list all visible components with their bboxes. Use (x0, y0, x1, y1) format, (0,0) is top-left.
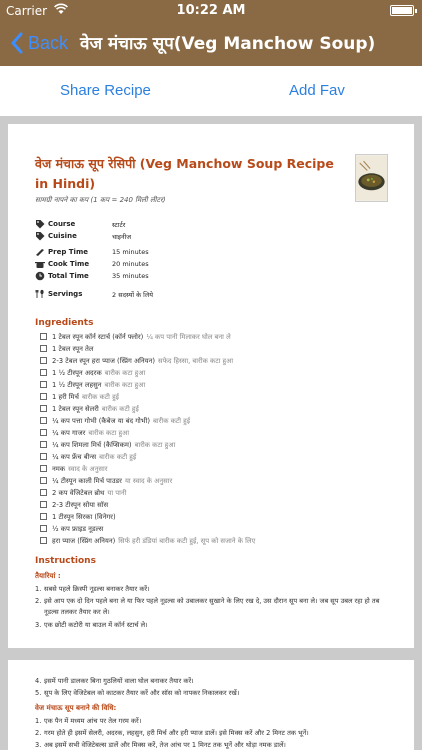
ingredient-item (40, 499, 108, 510)
ingredient-checkbox[interactable] (40, 465, 47, 472)
ingredient-note: ¼ कप पानी मिलाकर घोल बना ले (146, 333, 231, 341)
ingredient-note: या पानी (107, 489, 127, 497)
ingredient-note: स्वाद के अनुसार (68, 465, 108, 473)
meta-row (35, 270, 149, 282)
ingredient-item (40, 463, 108, 474)
ingredient-checkbox[interactable] (40, 333, 47, 340)
ingredient-item (40, 331, 231, 342)
ingredient-item (40, 535, 255, 546)
ingredient-text: 1 ½ टीस्पून अदरक (52, 369, 102, 377)
navigation-bar (0, 0, 422, 66)
ingredient-checkbox[interactable] (40, 537, 47, 544)
meta-key: Cook Time (48, 260, 90, 268)
knife-icon (35, 247, 45, 257)
ingredient-checkbox[interactable] (40, 405, 47, 412)
ingredients-heading: Ingredients (35, 318, 94, 328)
ingredient-note: बारीक कटा हुआ (104, 369, 146, 377)
ingredient-item (40, 415, 190, 426)
ingredient-text: हरा प्याज (स्प्रिंग अनियन) (52, 537, 116, 545)
prep-heading: तैयारियां : (35, 572, 61, 580)
measure-note: सामग्री नापने का कप (1 कप = 240 मिली लीटर) (35, 196, 166, 204)
ingredient-item (40, 451, 136, 462)
step-number: 2. (35, 729, 42, 737)
instruction-step (35, 596, 388, 618)
ingredient-checkbox[interactable] (40, 441, 47, 448)
meta-row (35, 246, 149, 258)
ingredient-checkbox[interactable] (40, 453, 47, 460)
meta-row (35, 218, 126, 230)
ingredient-checkbox[interactable] (40, 489, 47, 496)
action-bar (0, 66, 422, 116)
ingredient-item (40, 475, 172, 486)
ingredient-checkbox[interactable] (40, 429, 47, 436)
meta-value: 20 minutes (112, 260, 149, 268)
meta-key: Cuisine (48, 232, 77, 240)
step-number: 5. (35, 689, 42, 697)
ingredient-note: बारीक कटा हुआ (104, 381, 146, 389)
ingredient-text: 1 हरी मिर्च (52, 393, 79, 401)
meta-key: Prep Time (48, 248, 88, 256)
ingredient-checkbox[interactable] (40, 417, 47, 424)
meta-row (35, 288, 154, 300)
ingredient-checkbox[interactable] (40, 369, 47, 376)
instruction-step (35, 716, 388, 727)
ingredient-note: सफेद हिस्सा, बारीक कटा हुआ (158, 357, 234, 365)
pot-icon (35, 259, 45, 269)
status-bar (0, 0, 422, 22)
instruction-step (35, 676, 388, 687)
document-page (8, 124, 414, 648)
ingredient-note: या स्वाद के अनुसार (124, 477, 173, 485)
ingredient-note: बारीक कटी हुई (81, 393, 120, 401)
step-text: इसमें पानी डालकर बिना गुठलियों वाला घोल बनाकर तैयार करें। (44, 677, 194, 685)
back-button[interactable] (10, 30, 68, 56)
ingredient-item (40, 511, 116, 522)
ingredient-text: ¼ कप गाजर (52, 429, 86, 437)
tag-icon (35, 231, 45, 241)
step-text: अब इसमें सभी वेजिटेबल्स डालें और मिक्स करें, तेज आंच पर 1 मिनट तक भूनें और थोड़ा नमक डालें। (44, 741, 286, 749)
instruction-step (35, 584, 388, 595)
ingredient-text: 2-3 टीस्पून सोया सॉस (52, 501, 109, 509)
recipe-title: वेज मंचाऊ सूप रेसिपी (Veg Manchow Soup Recipe in Hindi) (35, 156, 334, 191)
meta-value: 2 सदस्यों के लिये (112, 290, 154, 299)
meta-value: 15 minutes (112, 248, 149, 256)
ingredient-text: ¼ कप पत्ता गोभी (कैबेज या बंद गोभी) (52, 417, 151, 425)
add-fav-button[interactable]: Add Fav (289, 82, 345, 99)
ingredient-item (40, 343, 93, 354)
carrier-label: Carrier (6, 4, 48, 18)
ingredient-text: 2-3 टेबल स्पून हरा प्याज (स्प्रिंग अनियन) (52, 357, 156, 365)
step-text: एक पैन में मध्यम आंच पर तेल गरम करें। (44, 717, 142, 725)
instruction-step (35, 740, 388, 750)
back-label: Back (28, 32, 69, 53)
step-text: सूप के लिए वेजिटेबल को काटकर तैयार करें और सॉस को नापकर निकालकर रखें। (44, 689, 240, 697)
meta-key: Servings (48, 290, 83, 298)
ingredient-item (40, 403, 139, 414)
meta-key: Total Time (48, 272, 89, 280)
share-recipe-button[interactable]: Share Recipe (60, 82, 151, 99)
step-number: 1. (35, 585, 42, 593)
step-text: इसे आप एक दो दिन पहले बना ले या फिर पहले नूडल्स को उबालकर सुखाने के लिए रख दे, उस दौरान सूप बना ले। जब सूप उबल रहा हो तब नूडल्स तलकर तैयार कर ले। (44, 597, 380, 616)
ingredient-checkbox[interactable] (40, 381, 47, 388)
method-heading: वेज मंचाऊ सूप बनाने की विधि: (35, 704, 117, 712)
step-number: 3. (35, 741, 42, 749)
meta-row (35, 258, 149, 270)
ingredient-text: ¼ कप फ्रेंच बीन्स (52, 453, 97, 461)
ingredient-item (40, 427, 129, 438)
meta-value: चाइनीज (112, 232, 132, 241)
ingredient-item (40, 523, 103, 534)
ingredient-checkbox[interactable] (40, 393, 47, 400)
ingredient-item (40, 379, 145, 390)
document-page (8, 660, 414, 750)
ingredient-text: 1 टीस्पून सिरका (विनेगर) (52, 513, 116, 521)
ingredient-item (40, 367, 145, 378)
ingredient-item (40, 355, 233, 366)
instruction-step (35, 620, 388, 631)
ingredient-text: 1 टेबल स्पून कॉर्न स्टार्च (कॉर्न फ्लोर) (52, 333, 144, 341)
ingredient-note: बारीक कटा हुआ (88, 429, 130, 437)
recipe-photo (355, 154, 388, 202)
ingredient-note: बारीक कटी हुई (99, 453, 137, 461)
ingredient-checkbox[interactable] (40, 357, 47, 364)
step-number: 2. (35, 597, 42, 605)
ingredient-text: ¼ टीस्पून काली मिर्च पाउडर (52, 477, 122, 485)
tag-icon (35, 219, 45, 229)
meta-row (35, 230, 132, 242)
clock: 10:22 AM (176, 3, 246, 18)
battery-icon (390, 5, 414, 16)
screen-title: वेज मंचाऊ सूप(Veg Manchow Soup) (80, 34, 376, 54)
instruction-step (35, 688, 388, 699)
ingredient-checkbox[interactable] (40, 501, 47, 508)
ingredient-note: बारीक कटी हुई (153, 417, 191, 425)
step-number: 4. (35, 677, 42, 685)
chevron-left-icon (10, 32, 24, 54)
meta-value: स्टार्टर (112, 220, 126, 229)
ingredient-note: बारीक कटी हुई (101, 405, 139, 413)
clock-icon (35, 271, 45, 281)
ingredient-checkbox[interactable] (40, 477, 47, 484)
meta-key: Course (48, 220, 76, 228)
ingredient-text: 1 ½ टीस्पून लहसुन (52, 381, 102, 389)
ingredient-text: ½ कप फ्राइड नूडल्स (52, 525, 104, 533)
meta-value: 35 minutes (112, 272, 149, 280)
ingredient-checkbox[interactable] (40, 345, 47, 352)
step-text: गरम होते ही इसमें सेलरी, अदरक, लहसुन, हरी मिर्च और हरी प्याज डालें। इसे मिक्स करें और 2 मिनट तक भूनें। (44, 729, 309, 737)
step-number: 1. (35, 717, 42, 725)
ingredient-item (40, 487, 126, 498)
instructions-heading: Instructions (35, 556, 96, 566)
instruction-step (35, 728, 388, 739)
ingredient-note: बारीक कटा हुआ (134, 441, 176, 449)
ingredient-checkbox[interactable] (40, 525, 47, 532)
ingredient-checkbox[interactable] (40, 513, 47, 520)
document-viewer[interactable] (0, 116, 422, 750)
ingredient-text: 2 कप वेजिटेबल ब्रोथ (52, 489, 105, 497)
fork-spoon-icon (35, 289, 45, 299)
ingredient-text: नमक (52, 465, 66, 473)
step-text: एक छोटी कटोरी या बाउल में कॉर्न स्टार्च ले। (44, 621, 148, 629)
ingredient-text: 1 टेबल स्पून सेलरी (52, 405, 99, 413)
step-number: 3. (35, 621, 42, 629)
ingredient-note: सिर्फ हरी डंडियां बारीक कटी हुई, सूप को सजाने के लिए (118, 537, 256, 545)
ingredient-item (40, 391, 119, 402)
step-text: सबसे पहले क्रिस्पी नूडल्स बनाकर तैयार करें। (44, 585, 150, 593)
ingredient-text: 1 टेबल स्पून तेल (52, 345, 94, 353)
ingredient-text: ¼ कप शिमला मिर्च (कैप्सिकम) (52, 441, 132, 449)
ingredient-item (40, 439, 175, 450)
